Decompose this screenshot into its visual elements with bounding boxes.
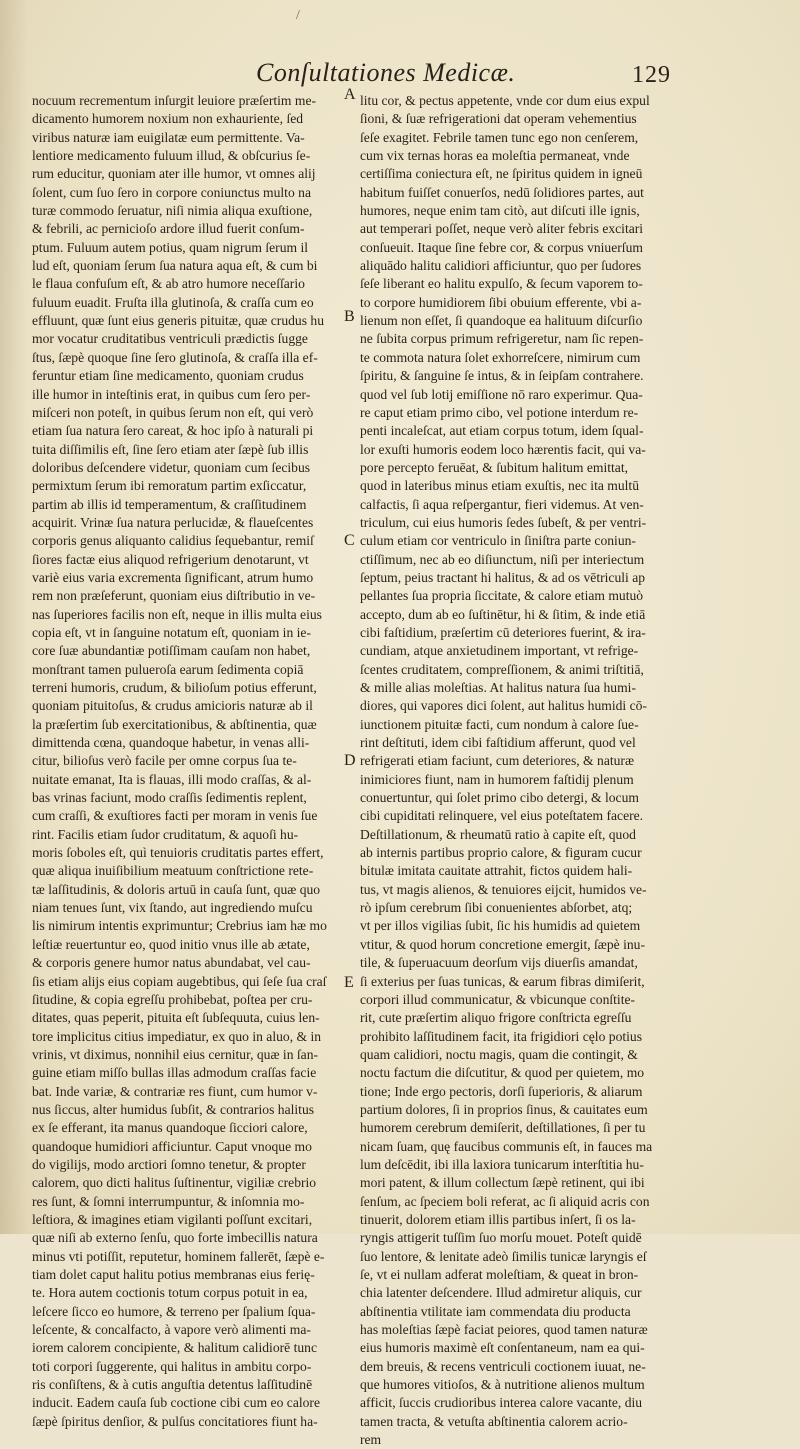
text-line: iunctionem pituitæ facti, cum nondum à calore ſue-: [360, 716, 639, 732]
text-line: ctiſſimum, nec ab eo diſiunctum, niſi per interiectum: [360, 551, 645, 567]
text-line: vt per illos vigilias ſubit, ſic his humidis ad quietem: [360, 918, 641, 934]
text-line: feruntur etiam ſine medicamento, quoniam crudus: [32, 368, 304, 384]
text-line: calorem, quo dicti halitus ſuſtinentur, vigiliæ crebrio: [32, 1175, 317, 1191]
text-line: Deſtillationum, & rheumatū ratio à capite eſt, quod: [360, 826, 636, 842]
top-mark: /: [296, 8, 300, 23]
text-line: refrigerati etiam faciunt, cum deteriores, & naturæ: [360, 753, 635, 769]
text-line: pellantes ſua propria ſiccitate, & calore etiam mutuò: [360, 588, 644, 604]
text-line: re caput etiam primo cibo, vel potione interdum re-: [360, 404, 639, 420]
text-line: nicam ſuam, quę faucibus communis eſt, in fauces ma: [360, 1138, 653, 1154]
text-line: ſuo lentore, & lenitate adeò ſimilis tunicæ laryngis eſ: [360, 1248, 647, 1264]
text-line: nuitate emanat, Ita is flauas, illi modo craſſas, & al-: [32, 771, 312, 787]
text-line: to corpore humidiorem ſibi obuium efferente, vbi a-: [360, 294, 642, 310]
text-line: do vigilijs, modo arctiori ſomno tenetur, & propter: [32, 1156, 306, 1172]
text-line: quod vel ſub lotij emiſſione nō raro experimur. Qua-: [360, 386, 643, 402]
text-line: partim ab illis id temperamentum, & craſſitudinem: [32, 496, 307, 512]
text-line: variè eius varia excrementa ſignificant, atrum humo: [32, 569, 314, 585]
text-line: tinuerit, dolorem etiam illis partibus inſert, ſi os la-: [360, 1211, 636, 1227]
text-line: tus, vt magis alienos, & tenuiores eijcit, humidos ve-: [360, 881, 647, 897]
text-line: vtitur, & quod horum concretione emergit, ſæpè inu-: [360, 936, 645, 952]
text-line: niam tenues ſunt, vix ſtando, aut ingrediendo muſcu: [32, 900, 313, 916]
text-line: leſtiora, & imagines etiam vigilanti poſſunt excitari,: [32, 1211, 313, 1227]
running-title: Conſultationes Medicæ.: [256, 58, 516, 87]
text-line: bitulæ imitata cauitate attrahit, fictos quidem hali-: [360, 863, 633, 879]
text-line: cundiam, atque anxietudinem important, vt refrige-: [360, 643, 639, 659]
text-line: tione; Inde ergo pectoris, dorſi ſuperioris, & aliarum: [360, 1083, 643, 1099]
text-line: le flaua confuſum eſt, & ab atro humore neceſſario: [32, 276, 305, 292]
text-line: afficit, ſuccis crudioribus interea calore vacante, diu: [360, 1395, 643, 1411]
margin-letter-c: C: [344, 532, 355, 549]
text-line: leſtiæ reuertuntur eo, quod initio vnus ille ab ætate,: [32, 936, 310, 952]
text-line: guine etiam miſſo bullas illas admodum craſſas facie: [32, 1065, 317, 1081]
text-line: conuertuntur, qui ſolet primo cibo detergi, & locum: [360, 790, 639, 806]
text-line: ſe, vt ei nullam adferat moleſtiam, & queat in bron-: [360, 1267, 639, 1282]
text-line: quæ niſi ab externo ſenſu, quo forte imbecillis natura: [32, 1230, 318, 1246]
text-line: cum vix ternas horas ea moleſtia permaneat, vnde: [360, 148, 630, 164]
text-line: tile, & ſuperuacuum deorſum vijs diuerſis amandat,: [360, 955, 638, 971]
text-line: ditates, quas peperit, pituita eſt ſubſequuta, cuius len-: [32, 1010, 320, 1026]
text-line: bas vrinas faciunt, modo craſſis ſedimentis replent,: [32, 790, 307, 806]
text-line: quoniam pituitoſus, & crudus amicioris naturæ ab il: [32, 698, 313, 714]
text-line: chia latenter deſcendere. Illud admiretur aliquis, cur: [360, 1285, 642, 1301]
text-line: leſcere ſicco eo humore, & terreno per ſpalium ſqua-: [32, 1303, 316, 1319]
text-line: vrinis, vt diximus, nonnihil eius cernitur, quæ in ſan-: [32, 1046, 319, 1062]
text-line: calfactis, ſi aqua reſpergantur, fieri videmus. At ven-: [360, 496, 644, 512]
text-line: rem: [360, 1432, 382, 1448]
text-line: rit, cute præſertim aliquo frigore conſtricta egreſſu: [360, 1010, 632, 1026]
text-line: ex ſe efferant, ita manus quandoque ſicciori calore,: [32, 1120, 308, 1136]
text-line: ſcentes cruditatem, compreſſionem, & animi triſtitiā,: [360, 661, 644, 677]
margin-letter-a: A: [344, 86, 356, 103]
text-line: ſiores factæ eius aliquod refrigerium denotarunt, vt: [32, 551, 309, 567]
text-line: cum craſſi, & exuſtiores facti per moram in venis ſue: [32, 808, 318, 824]
text-line: te. Hora autem coctionis totum corpus potuit in ea,: [32, 1285, 308, 1301]
text-line: litu cor, & pectus appetente, vnde cor dum eius expul: [360, 93, 650, 108]
text-line: citur, bilioſus verò facile per omne corpus ſua te-: [32, 753, 297, 769]
text-line: dicamento humorem noxium non exhauriente, ſed: [32, 111, 304, 127]
text-line: iorem calorem concipiente, & halitum calidiorē tunc: [32, 1340, 317, 1356]
text-line: habitum fuiſſet conuerſos, nedū ſolidiores partes, aut: [360, 184, 644, 200]
text-line: inimiciores fiunt, nam in humorem faſtidij plenum: [360, 771, 634, 787]
text-line: tamen tracta, & vetuſta abſtinentia calorem acrio-: [360, 1413, 628, 1429]
text-line: ſolent, cum ſuo ſero in corpore coniunctus multo na: [32, 184, 311, 200]
text-line: noctu factum die diſcutitur, & quod per quietem, mo: [360, 1065, 645, 1081]
text-line: ſis etiam alijs eius copiam augebtibus, qui ſeſe ſua craſ: [32, 973, 327, 989]
text-line: ſi exterius per ſuas tunicas, & earum fibras dimiſerit,: [360, 973, 645, 989]
text-line: dem breuis, & recens ventriculi coctionem iuuat, ne-: [360, 1358, 646, 1374]
page-number: 129: [632, 62, 671, 88]
text-line: la præſertim ſub exercitationibus, & abſtinentia, quæ: [32, 716, 317, 732]
text-line: corpori illud communicatur, & vbicunque conſtite-: [360, 991, 636, 1007]
text-line: & febrili, ac pernicioſo ardore illud fuerit conſum-: [32, 221, 305, 237]
text-line: moris ſoboles eſt, quì tenuioris cruditatis partes effert,: [32, 845, 324, 861]
text-line: rint. Facilis etiam ſudor cruditatum, & aquoſi hu-: [32, 826, 299, 842]
text-line: ſpiritu, & ſanguine ſe intus, & in ſeipſam contrahere.: [360, 368, 644, 384]
text-line: ab internis partibus proprio calore, & figuram cucur: [360, 845, 642, 861]
margin-letter-e: E: [344, 974, 354, 991]
text-line: triculum, cui eius humoris ſedes ſubeſt, & per ventri-: [360, 514, 647, 530]
text-line: partium dolores, ſi in proprios ſinus, & cauitates eum: [360, 1101, 648, 1117]
text-line: humorem cerebrum demiſerit, deſtillationes, ſi per tu: [360, 1120, 646, 1136]
text-line: tore implicitus citius impediatur, ex quo in aluo, & in: [32, 1028, 322, 1044]
text-line: lum deſcēdit, ibi illa laxiora tunicarum interſtitia hu-: [360, 1156, 644, 1172]
text-line: minus vti potiſſit, reputetur, hominem fallerēt, ſæpè e-: [32, 1248, 325, 1264]
text-line: ſioni, & ſuæ refrigerationi dat operam vehementius: [360, 111, 637, 127]
text-line: rint deſtituti, idem cibi faſtidium afferunt, quod vel: [360, 735, 636, 751]
text-line: corporis genus aliquanto calidius ſequebantur, remiſ: [32, 533, 314, 549]
text-line: aliquādo halitu calidiori afficiuntur, quo per ſudores: [360, 258, 642, 274]
text-line: quandoque humidiori afficiuntur. Caput vnoque mo: [32, 1138, 312, 1154]
text-line: eius humoris maximè eſt conſentaneum, nam ea qui-: [360, 1340, 645, 1356]
text-line: turæ commodo ſeruatur, niſi nimia aliqua exuſtione,: [32, 203, 313, 219]
text-line: accepto, dum ab eo ſuſtinētur, hi & ſitim, & inde etiā: [360, 606, 646, 622]
text-line: toti corpori ſuggerente, qui halitus in ambitu corpo-: [32, 1358, 312, 1374]
text-line: ne ſubita corpus primum refrigeretur, nam ſic repen-: [360, 331, 644, 347]
text-line: abſtinentia vtilitate iam commendata diu producta: [360, 1303, 631, 1319]
text-line: cibi cupiditati relinquere, vel eius poteſtatem facere.: [360, 808, 644, 824]
text-line: core ſuæ abundantiæ potiſſimam cauſam non habet,: [32, 643, 311, 659]
right-column: [360, 92, 684, 1449]
text-line: rò ipſum cerebrum ſibi conuenientes abſorbet, atq;: [360, 900, 633, 916]
text-line: tuita diſſimilis eſt, ſine ſero etiam ater ſæpè ſub illis: [32, 441, 309, 457]
text-line: has moleſtias ſæpè faciat peiores, quod tamen naturæ: [360, 1322, 648, 1338]
text-line: acquirit. Vrinæ ſua natura perlucidæ, & flaueſcentes: [32, 514, 314, 530]
text-line: quæ aliqua inuiſibilium meatuum conſtrictione rete-: [32, 863, 314, 879]
text-line: ptum. Fuluum autem potius, quam nigrum ſerum il: [32, 239, 309, 255]
text-line: miſceri non poteſt, in quibus ſerum non eſt, qui verò: [32, 404, 314, 420]
text-line: que humores vitioſos, & à nutritione alienos multum: [360, 1377, 645, 1393]
text-line: lentiore medicamento fuluum illud, & obſcurius ſe-: [32, 148, 311, 164]
text-line: bat. Inde variæ, & contrariæ res fiunt, cum humor v-: [32, 1083, 318, 1099]
text-line: conſueuit. Itaque ſine febre cor, & corpus vniuerſum: [360, 239, 643, 255]
text-line: ſenſum, ac ſpeciem boli referat, ac ſi aliquid acris con: [360, 1193, 650, 1209]
text-line: nas ſuperiores facilis non eſt, neque in illis multa eius: [32, 606, 322, 622]
text-line: lud eſt, quoniam ſerum ſua natura aqua eſt, & cum bi: [32, 258, 318, 274]
text-line: culum etiam cor ventriculo in ſiniſtra parte coniun-: [360, 533, 636, 549]
text-line: diores, qui vapores dici ſolent, aut halitus humidi cō-: [360, 698, 647, 714]
text-line: ſitudine, & copia egreſſu prohibebat, poſtea per cru-: [32, 991, 313, 1007]
text-line: ſæpè ſpiritus denſior, & pulſus concitatiores fiunt ha-: [32, 1413, 318, 1429]
text-line: certiſſima coniectura eſt, ne ſpiritus quidem in igneū: [360, 166, 643, 182]
text-line: cibi faſtidium, præſertim cū deteriores fuerint, & ira-: [360, 624, 646, 640]
text-line: viribus naturæ iam euigilatæ eum permittente. Va-: [32, 129, 305, 145]
text-line: permixtum ſerum ibi remoratum partim exſiccatur,: [32, 478, 307, 494]
text-line: quam calidiori, noctu magis, quam die contingit, &: [360, 1046, 638, 1062]
text-line: pore percepto feruēat, & ſubitum halitum emittat,: [360, 459, 629, 475]
text-line: mori patent, & illum collectum ſæpè retinent, qui ibi: [360, 1175, 645, 1191]
text-line: lienum non eſſet, ſi quandoque ea halituum diſcurſio: [360, 313, 643, 329]
text-line: ris conſiſtens, & à cutis anguſtia detentus laſſitudinē: [32, 1377, 313, 1393]
text-line: effluunt, quæ ſunt eius generis pituitæ, quæ crudus hu: [32, 313, 324, 329]
text-line: mor vocatur cruditatibus ventriculi prædictis ſugge: [32, 331, 308, 347]
text-line: prohibito laſſitudinem facit, ita frigidiori cęlo potius: [360, 1028, 643, 1044]
text-line: nocuum recrementum inſurgit leuiore præſertim me-: [32, 93, 317, 108]
text-line: leſcente, & concalfacto, à vapore verò alimenti ma-: [32, 1322, 311, 1338]
text-line: etiam ſua natura ſero careat, & hoc ipſo à naturali pi: [32, 423, 314, 439]
text-line: copia eſt, vt in ſanguine notatum eſt, quoniam in ie-: [32, 624, 311, 640]
text-line: ſeſe exagitet. Febrile tamen tunc ego non cenſerem,: [360, 129, 639, 145]
text-line: terreni humoris, crudum, & bilioſum potius efferunt,: [32, 680, 317, 695]
text-line: te commota natura ſolet exhorreſcere, nimirum cum: [360, 349, 641, 365]
text-line: rum educitur, quoniam ater ille humor, vt omnes alij: [32, 166, 316, 182]
text-line: doloribus deſcendere videtur, quoniam cum ſecibus: [32, 459, 311, 475]
text-line: lis nimirum intentis exprimuntur; Crebrius iam hæ mo: [32, 918, 327, 934]
page-gutter-shadow: [0, 0, 28, 1234]
text-line: tiam dolet caput halitu potius membranas eius ferię-: [32, 1267, 315, 1282]
text-line: monſtrant tamen pulueroſa earum ſedimenta copiā: [32, 661, 304, 677]
text-line: & corporis genere humor natus abundabat, vel cau-: [32, 955, 311, 971]
text-line: lor exuſti humoris eodem loco hærentis facit, qui va-: [360, 441, 646, 457]
text-line: rem non præſeferunt, quoniam eius diſtributio in ve-: [32, 588, 316, 604]
text-line: nus ſiccus, alter humidus ſubſit, & contrarios halitus: [32, 1101, 315, 1117]
text-line: ſtus, ſæpè quoque ſine ſero glutinoſa, & craſſa illa ef-: [32, 349, 318, 365]
margin-letter-b: B: [344, 308, 355, 325]
text-line: dimittenda cœna, quandoque habetur, in venas alli-: [32, 735, 310, 751]
text-line: ſeſe liberant eo halitu expulſo, & ſecum vaporem to-: [360, 276, 643, 292]
text-line: aut temperari poſſet, neque verò aliter febris excitari: [360, 221, 644, 237]
text-line: ille humor in inteſtinis erat, in quibus cum ſero per-: [32, 386, 311, 402]
margin-letter-d: D: [344, 752, 356, 769]
text-line: humores, neque enim tam citò, aut diſcuti ille ignis,: [360, 203, 640, 219]
text-line: quod in lateribus minus etiam exuſtis, nec ita multū: [360, 478, 640, 494]
text-line: res ſunt, & ſomni interrumpuntur, & inſomnia mo-: [32, 1193, 305, 1209]
text-line: fuluum euadit. Fruſta illa glutinoſa, & craſſa cum eo: [32, 294, 314, 310]
left-column: [32, 92, 370, 1431]
text-line: & mille alias moleſtias. At halitus natura ſua humi-: [360, 680, 636, 695]
text-line: tæ laſſitudinis, & doloris artuū in cauſa ſunt, quæ quo: [32, 881, 321, 897]
text-line: ryngis attigerit tuſſim ſuo morſu mouet. Poteſt quidē: [360, 1230, 642, 1246]
text-line: penti incaleſcat, aut etiam corpus totum, idem ſqual-: [360, 423, 644, 439]
text-line: inducit. Eadem cauſa ſub coctione cibi cum eo calore: [32, 1395, 320, 1411]
text-line: ſeptum, peius tractant hi halitus, & ad os vētriculi ap: [360, 569, 646, 585]
